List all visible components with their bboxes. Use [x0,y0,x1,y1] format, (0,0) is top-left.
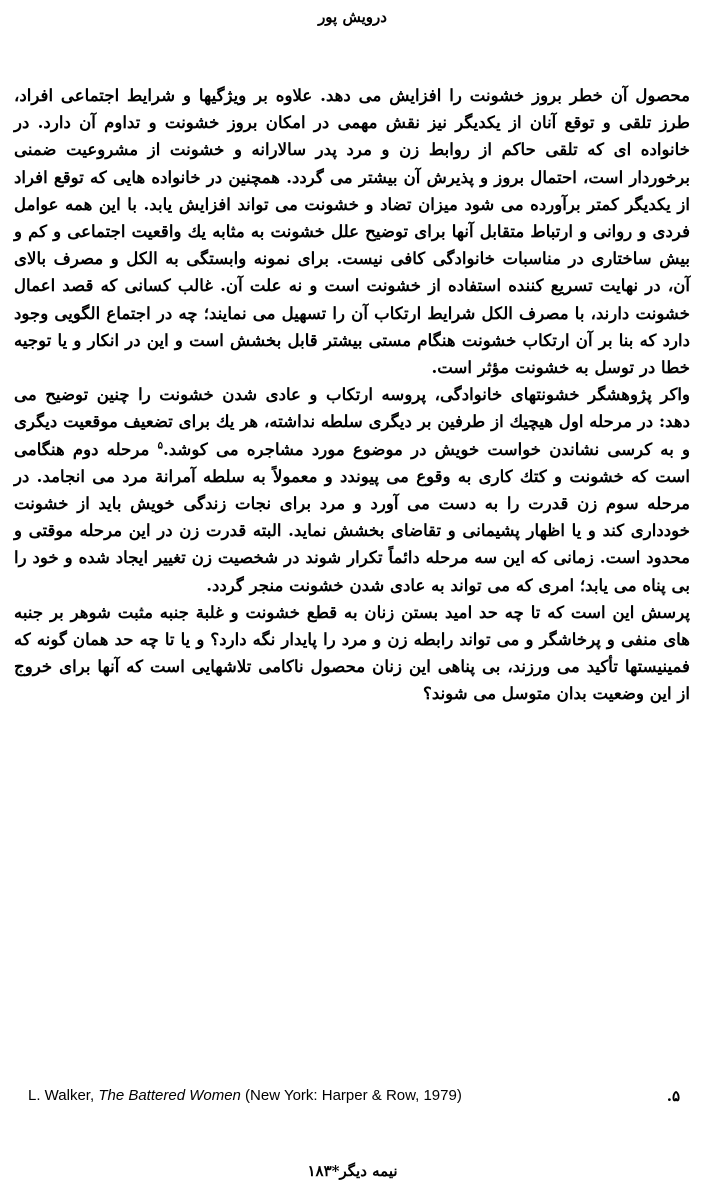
footnote-reference[interactable]: ۵ [157,440,163,452]
body-text [14,82,690,708]
footnote-author: L. Walker, [28,1087,99,1104]
footnote-citation [28,1087,462,1104]
footnote [28,1087,680,1111]
footnote-publication: (New York: Harper & Row, 1979) [240,1087,462,1104]
paragraph-2-part-2: مرحله دوم هنگامی است که خشونت و کتك کاری به وقوع می پیوندد و معمولاً به سلطه آمرانة مرد می انجامد. در مرحله سوم زن قدرت را به دست می آورد و مرد برای نجات زندگی خویش باید از خشونت خودداری کند و یا اظهار پشیمانی و تقاضای بخشش نماید. البته قدرت زن در این مرحله موقتی و محدود است. زمانی که این سه مرحله دائماً تکرار شوند در شخصیت زن تغییر ایجاد شده و خود را بی پناه می یابد؛ امری که می تواند به عادی شدن خشونت منجر گردد. [14,438,690,595]
paragraph-2-part-1: واکر پژوهشگر خشونتهای خانوادگی، پروسه ارتکاب و عادی شدن خشونت را چنین توضیح می دهد: در مرحله اول هیچیك از طرفین بر دیگری سلطه نداشته، هر یك برای تضعیف موقعیت دیگری و به کرسی نشاندن خواست خویش در موضوع مورد مشاجره می کوشد. [14,384,690,459]
page-footer: نیمه دیگر*۱۸۳ [307,1162,398,1180]
paragraph-2 [14,381,690,599]
footnote-marker: .۵ [666,1087,680,1105]
paragraph-3: پرسش این است که تا چه حد امید بستن زنان به قطع خشونت و غلبة جنبه مثبت شوهر بر جنبه های منفی و پرخاشگر و می تواند رابطه زن و مرد را پایدار نگه دارد؟ و یا تا چه حد همان گونه که فمینیستها تأکید می ورزند، بی پناهی این زنان محصول ناکامی تلاشهایی است که آنها برای خروج از این وضعیت بدان متوسل می شوند؟ [14,601,690,704]
paragraph-1: محصول آن خطر بروز خشونت را افزایش می دهد. علاوه بر ویژگیها و شرایط اجتماعی افراد، طرز تلقی و توقع آنان از یکدیگر نیز نقش مهمی در امکان بروز خشونت و تداوم آن دارد. در خانواده ای که تلقی حاکم از روابط زن و مرد پدر سالارانه و خشونت از مشروعیت ضمنی برخوردار است، احتمال بروز و پذیرش آن بیشتر می گردد. همچنین در خانواده هایی که توقع افراد از یکدیگر کمتر برآورده می شود میزان تضاد و خشونت می تواند افزایش یابد. با این همه عوامل فردی و روانی و ارتباط متقابل آنها برای توضیح علل خشونت به مثابه یك واقعیت اجتماعی و کم و بیش ساختاری در مناسبات خانوادگی کافی نیست. برای نمونه وابستگی به الکل و مصرف بالای آن، در نهایت تسریع کننده استفاده از خشونت است و نه علت آن. غالب کسانی که قصد اعمال خشونت دارند، با مصرف الکل شرایط ارتکاب آن را تسهیل می نمایند؛ چه در اجتماع الگویی وجود دارد که بنا بر آن ارتکاب خشونت هنگام مستی بیشتر قابل بخشش است و این در انکار و یا توجیه خطا در توسل به خشونت مؤثر است. [14,85,690,378]
footnote-book-title: The Battered Women [98,1087,241,1104]
running-header: درویش پور [318,8,387,26]
